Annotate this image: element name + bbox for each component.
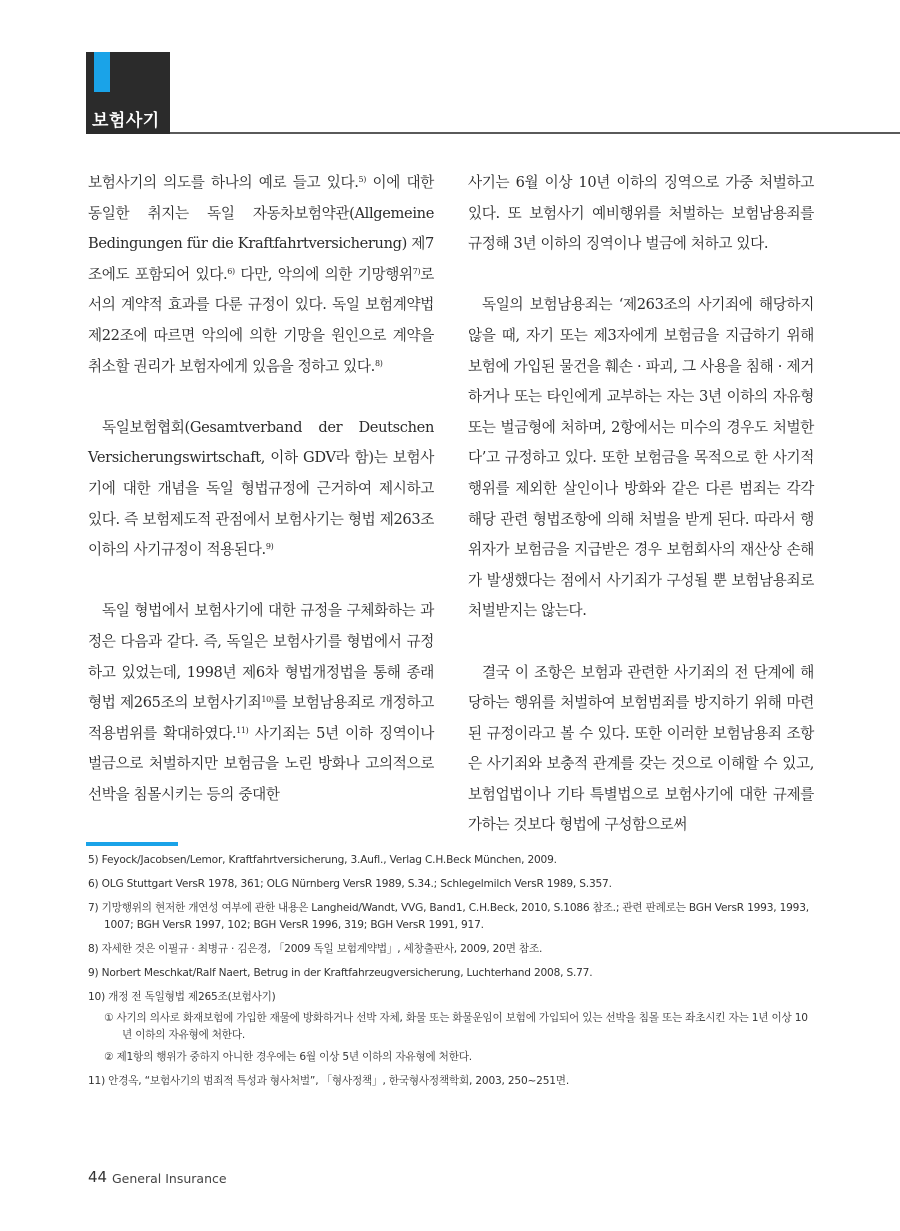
footnotes [88,852,816,1097]
footnote-10-item-2: ② 제1항의 행위가 중하지 아니한 경우에는 6월 이상 5년 이하의 자유형에 처한다. [104,1051,472,1063]
header-rule [170,132,900,134]
left-p3-text-b: 를 보험남용죄로 개정하고 적용범위를 확대하였다. [88,694,434,742]
footnote-ref-7[interactable]: 7) [412,266,421,276]
section-title: 보험사기 [92,111,160,131]
left-p1-text-d: 로서의 계약적 효과를 다룬 규정이 있다. 독일 보험계약법 제22조에 따르면 악의에 의한 기망을 원인으로 계약을 취소할 권리가 보험자에게 있음을 정하고 있다. [88,265,434,375]
left-paragraph-2 [88,413,434,566]
right-column [468,168,814,841]
left-paragraph-1 [88,168,434,382]
header-rule-left [86,132,170,134]
footnote-ref-9[interactable]: 9) [265,542,274,552]
right-paragraph-2: 독일의 보험남용죄는 ‘제263조의 사기죄에 해당하지 않을 때, 자기 또는 제3자에게 보험금을 지급하기 위해 보험에 가입된 물건을 훼손 · 파괴, 그 사용을 침해 · 제거하거나 또는 타인에게 교부하는 자는 3년 이하의 자유형 또는 벌금형에 처하며, 2항에서는 미수의 경우도 처벌한다’고 규정하고 있다. 또한 보험금을 목적으로 한 사기적 행위를 제외한 살인이나 방화와 같은 다른 범죄는 각각 해당 관련 형법조항에 의해 처벌을 받게 된다. 따라서 행위자가 보험금을 지급받은 경우 보험회사의 재산상 손해가 발생했다는 점에서 사기죄가 구성될 뿐 보험남용죄로 처벌받지는 않는다. [468,296,814,620]
footnote-ref-10[interactable]: 10) [261,695,274,705]
footnote-5: 5) Feyock/Jacobsen/Lemor, Kraftfahrtversicherung, 3.Aufl., Verlag C.H.Beck München, 2009. [88,854,557,866]
left-p2-text: 독일보험협회(Gesamtverband der Deutschen Versicherungswirtschaft, 이하 GDV라 함)는 보험사기에 대한 개념을 독일 형법규정에 근거하여 제시하고 있다. 즉 보험제도적 관점에서 보험사기는 형법 제263조 이하의 사기규정이 적용된다. [88,418,434,559]
footnote-9: 9) Norbert Meschkat/Ralf Naert, Betrug in der Kraftfahrzeugversicherung, Luchterhand 2008, S.77. [88,967,593,979]
page-number: 44 [88,1168,108,1186]
right-paragraph-1: 사기는 6월 이상 10년 이하의 징역으로 가중 처벌하고 있다. 또 보험사기 예비행위를 처벌하는 보험남용죄를 규정해 3년 이하의 징역이나 벌금에 처하고 있다. [468,174,814,253]
left-p1-text: 보험사기의 의도를 하나의 예로 들고 있다. [88,174,359,191]
footnote-divider [86,842,178,846]
footnote-6: 6) OLG Stuttgart VersR 1978, 361; OLG Nürnberg VersR 1989, S.34.; Schlegelmilch VersR 1989, S.357. [88,878,612,890]
footnote-ref-6[interactable]: 6) [227,266,235,276]
footnote-10: 10) 개정 전 독일형법 제265조(보험사기) [88,991,276,1003]
footnote-8: 8) 자세한 것은 이필규 · 최병규 · 김은경, 「2009 독일 보험계약법」, 세창출판사, 2009, 20면 참조. [88,943,543,955]
left-p1-text-c: 다만, 악의에 의한 기망행위 [234,265,413,283]
footnote-11: 11) 안경옥, “보험사기의 범죄적 특성과 형사처벌”, 「형사정책」, 한국형사정책학회, 2003, 250~251면. [88,1075,570,1087]
footnote-7: 7) 기망행위의 현저한 개연성 여부에 관한 내용은 Langheid/Wandt, VVG, Band1, C.H.Beck, 2010, S.1086 참조.; 관련 판례로는 BGH VersR 1993, 1993, 1007; BGH VersR 1997, 102; BGH VersR 1996, 319; BGH VersR 1991, 917. [88,902,809,931]
left-p3-text-c: 사기죄는 5년 이하 징역이나 벌금으로 처벌하지만 보험금을 노린 방화나 고의적으로 선박을 침몰시키는 등의 중대한 [88,724,434,803]
footnote-10-item-1: ① 사기의 의사로 화재보험에 가입한 재물에 방화하거나 선박 자체, 화물 또는 화물운임이 보험에 가입되어 있는 선박을 침몰 또는 좌초시킨 자는 1년 이상 10년 이하의 자유형에 처한다. [104,1012,808,1041]
footnote-ref-11[interactable]: 11) [236,725,249,735]
left-p3-text: 독일 형법에서 보험사기에 대한 규정을 구체화하는 과정은 다음과 같다. 즉, 독일은 보험사기를 형법에서 규정하고 있었는데, 1998년 제6차 형법개정법을 통해 종래 형법 제265조의 보험사기죄 [88,602,434,712]
left-paragraph-3 [88,596,434,810]
right-paragraph-3: 결국 이 조항은 보험과 관련한 사기죄의 전 단계에 해당하는 행위를 처벌하여 보험범죄를 방지하기 위해 마련된 규정이라고 볼 수 있다. 또한 이러한 보험남용죄 조항은 사기죄와 보충적 관계를 갖는 것으로 이해할 수 있고, 보험업법이나 기타 특별법으로 보험사기에 대한 규제를 가하는 것보다 형법에 구성함으로써 [468,663,814,834]
left-p1-text-b: 이에 대한 동일한 취지는 독일 자동차보험약관(Allgemeine Bedingungen für die Kraftfahrtversicherung) 제7조에도 포함되어 있다. [88,174,434,283]
footnote-ref-8[interactable]: 8) [374,358,383,368]
section-header-accent-bar [94,52,110,92]
publication-name: General Insurance [112,1171,227,1186]
left-column [88,168,434,810]
footnote-ref-5[interactable]: 5) [358,175,366,184]
